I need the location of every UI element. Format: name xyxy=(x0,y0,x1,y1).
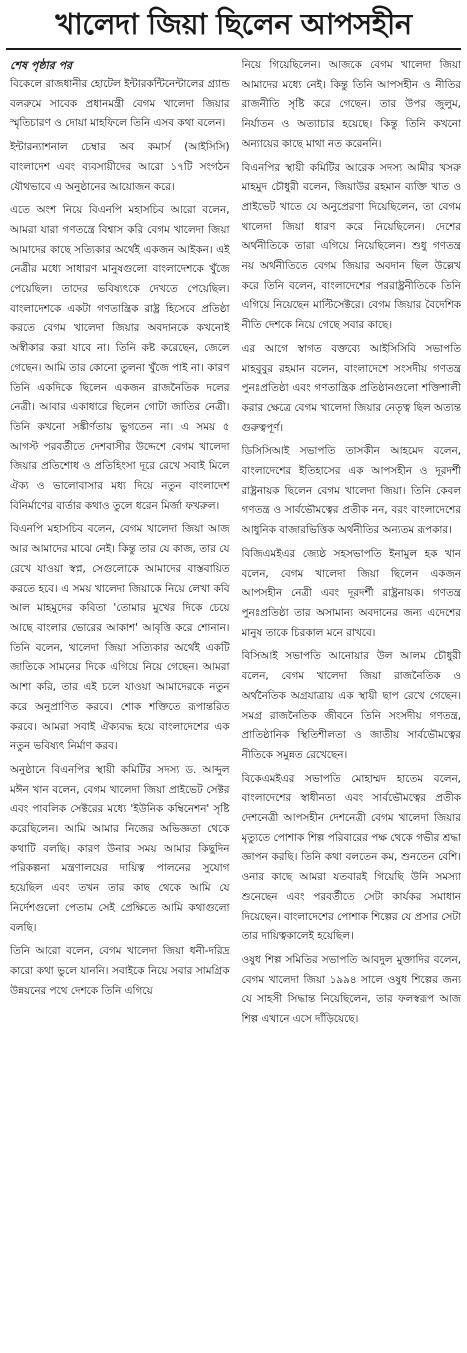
article-paragraph: বিকেলে রাজধানীর হোটেল ইন্টারকন্টিনেন্টালের গ্র্যান্ড বলরুমে সাবেক প্রধানমন্ত্রী বেগম খালেদা জিয়ার স্মৃতিচারণ ও দোয়া মাহফিলে তিনি এসব কথা বলেন। xyxy=(10,78,230,130)
article-paragraph: বিকেএমইএর সভাপতি মোহাম্মদ হাতেম বলেন, বাংলাদেশের স্বাধীনতা এবং সার্বভৌমত্বের প্রতীক দেশনেত্রী আপসহীন দেশনেত্রী বেগম খালেদা জিয়ার মৃত্যুতে পোশাক শিল্প পরিবারের পক্ষ থেকে গভীর শ্রদ্ধা জ্ঞাপন করছি। তিনি কথা বলতেন কম, শুনতেন বেশি। ওনার কাছে আমরা যতবারই গিয়েছি উনি সমস্যা শুনেছেন এবং পরবর্তীতে সেটা কার্যকর সমাধান দিয়েছেন। বাংলাদেশের পোশাক শিল্পের যে প্রসার সেটা তার দায়িত্বকালেই হয়েছিল। xyxy=(241,772,461,943)
headline: খালেদা জিয়া ছিলেন আপসহীন xyxy=(6,0,461,50)
article-paragraph: বিসিআই সভাপতি আনোয়ার উল আলম চৌধুরী বলেন, বেগম খালেদা জিয়া রাজনৈতিক ও অর্থনৈতিক অগ্রযাত্রায় এক স্থায়ী ছাপ রেখে গেছেন। সমগ্র রাজনৈতিক জীবনে তিনি সংসদীয় গণতন্ত্র, প্রাতিষ্ঠানিক স্থিতিশীলতা ও জাতীয় সার্বভৌমত্বের নীতিকে সমুন্নত রেখেছেন। xyxy=(241,650,461,761)
article-paragraph: ওষুধ শিল্প সমিতির সভাপতি আবদুল মুক্তাদির বলেন, বেগম খালেদা জিয়া ১৯৯৪ সালে ওষুধ শিল্পের জন্য যে সাহসী সিদ্ধান্ত নিয়েছিলেন, তার ফলস্বরূপ আজ শিল্প এখানে এসে দাঁড়িয়েছে। xyxy=(241,953,461,1026)
article-paragraph: এতে অংশ নিয়ে বিএনপি মহাসচিব আরো বলেন, আমরা যারা গণতন্ত্রে বিশ্বাস করি বেগম খালেদা জিয়া আমাদের কাছে সত্যিকার অর্থেই একজন আইকন। এই নেত্রীর মধ্যে সাধারণ মানুষগুলো বাংলাদেশকে খুঁজে পেয়েছিল। তাদের ভবিষ্যৎকে দেখতে পেয়েছিল। বাংলাদেশকে একটা গণতান্ত্রিক রাষ্ট্র হিসেবে প্রতিষ্ঠা করতে বেগম খালেদা জিয়ার অবদানকে কখনোই অস্বীকার করা যাবে না। তিনি কষ্ট করেছেন, জেলে গেছেন। আমি তার কোনো তুলনা খুঁজে পাই না। কারণ তিনি একদিকে ছিলেন একজন রাজনৈতিক দলের নেত্রী। আবার একাধারে ছিলেন গোটা জাতির নেত্রী। তিনি কখনো সঙ্কীর্ণতায় ভুগতেন না। এ সময় ৫ আগস্ট পরবর্তীতে দেশবাসীর উদ্দেশে বেগম খালেদা জিয়ার প্রতিশোধ ও প্রতিহিংসা দূরে রেখে সবাই মিলে ঐক্য ও ভালোবাসার মধ্য দিয়ে নতুন বাংলাদেশ বিনির্মাণের বার্তার কথাও তুলে ধরেন মির্জা ফখরুল। xyxy=(10,204,230,512)
article-body xyxy=(0,50,467,1345)
article-paragraph: ডিসিসিআই সভাপতি তাসকীন আহমেদ বলেন, বাংলাদেশের ইতিহাসের এক আপসহীন ও দূরদর্শী রাষ্ট্রনায়ক ছিলেন বেগম খালেদা জিয়া। তিনি কেবল গণতন্ত্র ও সার্বভৌমত্বের প্রতীক নন, বরং বাংলাদেশের আধুনিক বাজারভিত্তিক অর্থনীতির অন্যতম রূপকার। xyxy=(241,445,461,537)
article-paragraph: ইন্টারন্যাশনাল চেম্বার অব কমার্স (আইসিসি) বাংলাদেশ এবং ব্যবসায়ীদের আরো ১৭টি সংগঠন যৌথভাবে এ অনুষ্ঠানের আয়োজন করে। xyxy=(10,141,230,193)
article-paragraph: বিএনপি মহাসচিব বলেন, বেগম খালেদা জিয়া আজ আর আমাদের মাঝে নেই। কিন্তু তার যে কাজ, তার যে রেখে যাওয়া স্বপ্ন, সেগুলোকে আমাদের বাস্তবায়িত করতে হবে। এ সময় খালেদা জিয়াকে নিয়ে লেখা কবি আল মাহমুদের কবিতা 'তোমার মুখের দিকে চেয়ে আছে বাংলার ভোরের আকাশ' আবৃত্তি করে শোনান। তিনি বলেন, খালেদা জিয়া সত্যিকার অর্থেই একটি জাতিকে সামনের দিকে এগিয়ে নিয়ে গেছেন। আমরা আশা করি, তার এই চলে যাওয়া আমাদেরকে নতুন করে অনুপ্রাণিত করবে। শোক শক্তিতে রূপান্তরিত করবে। আমরা সবাই ঐক্যবদ্ধ হয়ে বাংলাদেশের এক নতুন ভবিষ্যৎ নির্মাণ করব। xyxy=(10,523,230,753)
continuation-label: শেষ পৃষ্ঠার পর xyxy=(10,59,73,72)
column-left xyxy=(10,56,230,1345)
article-paragraph: এর আগে স্বাগত বক্তব্যে আইসিসিবি সভাপতি মাহবুবুর রহমান বলেন, বাংলাদেশে সংসদীয় গণতন্ত্র পুনঃপ্রতিষ্ঠা এবং গণতান্ত্রিক প্রতিষ্ঠানগুলো শক্তিশালী করার ক্ষেত্রে বেগম খালেদা জিয়ার নেতৃত্ব ছিল অত্যন্ত গুরুত্বপূর্ণ। xyxy=(241,342,461,434)
article-paragraph: তিনি আরো বলেন, বেগম খালেদা জিয়া ধনী-দরিদ্র কারো কথা ভুলে যাননি। সবাইকে নিয়ে সবার সামগ্রিক উন্নয়নের পথে দেশকে তিনি এগিয়ে xyxy=(10,945,230,997)
article-paragraph: বিজিএমইএর জ্যেষ্ঠ সহসভাপতি ইনামুল হক খান বলেন, বেগম খালেদা জিয়া ছিলেন একজন আপসহীন নেত্রী এবং দূরদর্শী রাষ্ট্রনায়ক। গণতন্ত্র পুনঃপ্রতিষ্ঠা তার অসামান্য অবদানের জন্য এদেশের মানুষ তাকে চিরকাল মনে রাখবে। xyxy=(241,547,461,639)
article-paragraph: অনুষ্ঠানে বিএনপির স্থায়ী কমিটির সদস্য ড. আব্দুল মঈন খান বলেন, বেগম খালেদা জিয়া প্রাইভেট সেক্টর এবং পাবলিক সেক্টরের মধ্যে 'ইউনিক কম্বিনেশন' সৃষ্টি করেছিলেন। আমি আমার নিজের অভিজ্ঞতা থেকে কথাটি বলছি। কারণ উনার সময় আমার কিছুদিন পরিকল্পনা মন্ত্রণালয়ের দায়িত্ব পালনের সুযোগ হয়েছিল এবং তখন তার কাছ থেকে আমি যে নির্দেশগুলো পেতাম সেই প্রেক্ষিতে আমি কথাগুলো বলছি। xyxy=(10,763,230,934)
column-right xyxy=(242,56,462,1345)
article-paragraph: বিএনপির স্থায়ী কমিটির আরেক সদস্য আমীর খসরু মাহমুদ চৌধুরী বলেন, জিয়াউর রহমান ব্যক্তি খাত ও প্রাইভেট খাতে যে অনুপ্রেরণা দিয়েছিলেন, তা বেগম খালেদা জিয়া ধারণ করে নিয়েছিলেন। দেশের অর্থনীতিকে তারা এগিয়ে নিয়েছিলেন। শুধু গণতন্ত্র নয় অর্থনীতিতে বেগম জিয়ার অবদান ছিল উল্লেখ করে তিনি বলেন, বাংলাদেশের পররাষ্ট্রনীতিকে তিনি এগিয়ে নিয়েছেন মাল্টিসেক্টরে। বেগম জিয়ার বৈদেশিক নীতি দেশকে নিয়ে গেছে সবার কাছে। xyxy=(241,161,461,332)
article-paragraph: নিয়ে গিয়েছিলেন। আজকে বেগম খালেদা জিয়া আমাদের মধ্যে নেই। কিন্তু তিনি আপসহীন ও নীতির রাজনীতি সৃষ্টি করে গেছেন। তার উপর জুলুম, নির্যাতন ও অত্যাচার হয়েছে। কিন্তু তিনি কখনো অন্যায়ের কাছে মাথা নত করেননি। xyxy=(241,59,461,150)
